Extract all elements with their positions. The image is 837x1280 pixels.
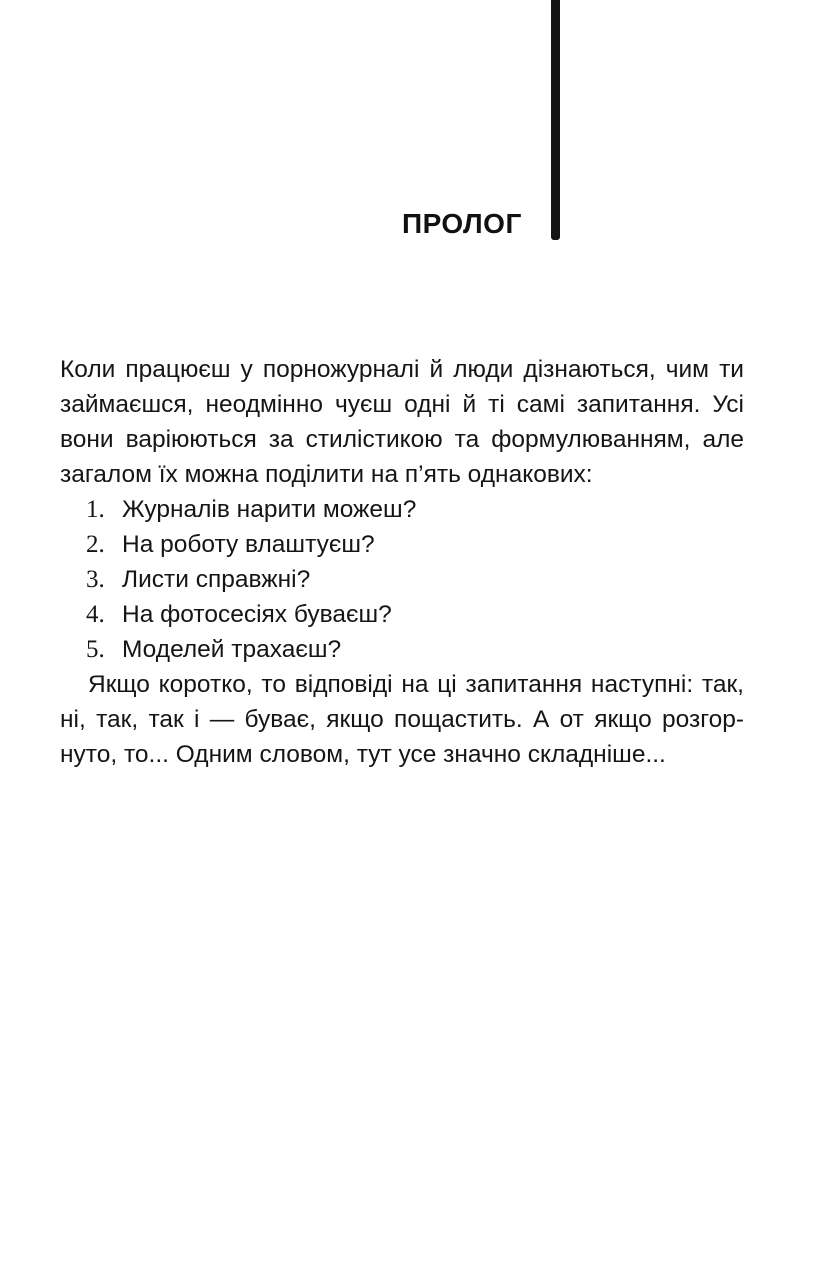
list-item [60,632,744,667]
text-line: ні, так, так і — буває, якщо пощастить. А от якщо розгор- [60,706,744,733]
list-item-text: Моделей трахаєш? [122,636,342,663]
chapter-title: ПРОЛОГ [402,208,522,239]
list-item-text: Журналів нарити можеш? [122,496,417,523]
list-item-text: На фотосесіях буваєш? [122,601,392,628]
text-line: Коли працюєш у порножурналі й люди дізнаються, чим ти [60,356,744,383]
questions-list [60,492,744,667]
list-item-number: 1. [86,496,105,523]
list-item [60,597,744,632]
list-item-number: 3. [86,566,105,593]
list-item-number: 2. [86,531,105,558]
text-line: загалом їх можна поділити на п’ять однакових: [60,461,593,488]
list-item-number: 4. [86,601,105,628]
text-line: нуто, то... Одним словом, тут усе значно складніше... [60,741,666,768]
text-line: вони варіюються за стилістикою та формулюванням, але [60,426,744,453]
list-item [60,492,744,527]
list-item [60,562,744,597]
chapter-marker-bar [551,0,560,240]
list-item-text: Листи справжні? [122,566,311,593]
text-line: Якщо коротко, то відповіді на ці запитання наступні: так, [88,671,744,698]
list-item-number: 5. [86,636,105,663]
list-item [60,527,744,562]
text-line: займаєшся, неодмінно чуєш одні й ті самі запитання. Усі [60,391,744,418]
list-item-text: На роботу влаштуєш? [122,531,375,558]
prologue-text [60,352,744,772]
